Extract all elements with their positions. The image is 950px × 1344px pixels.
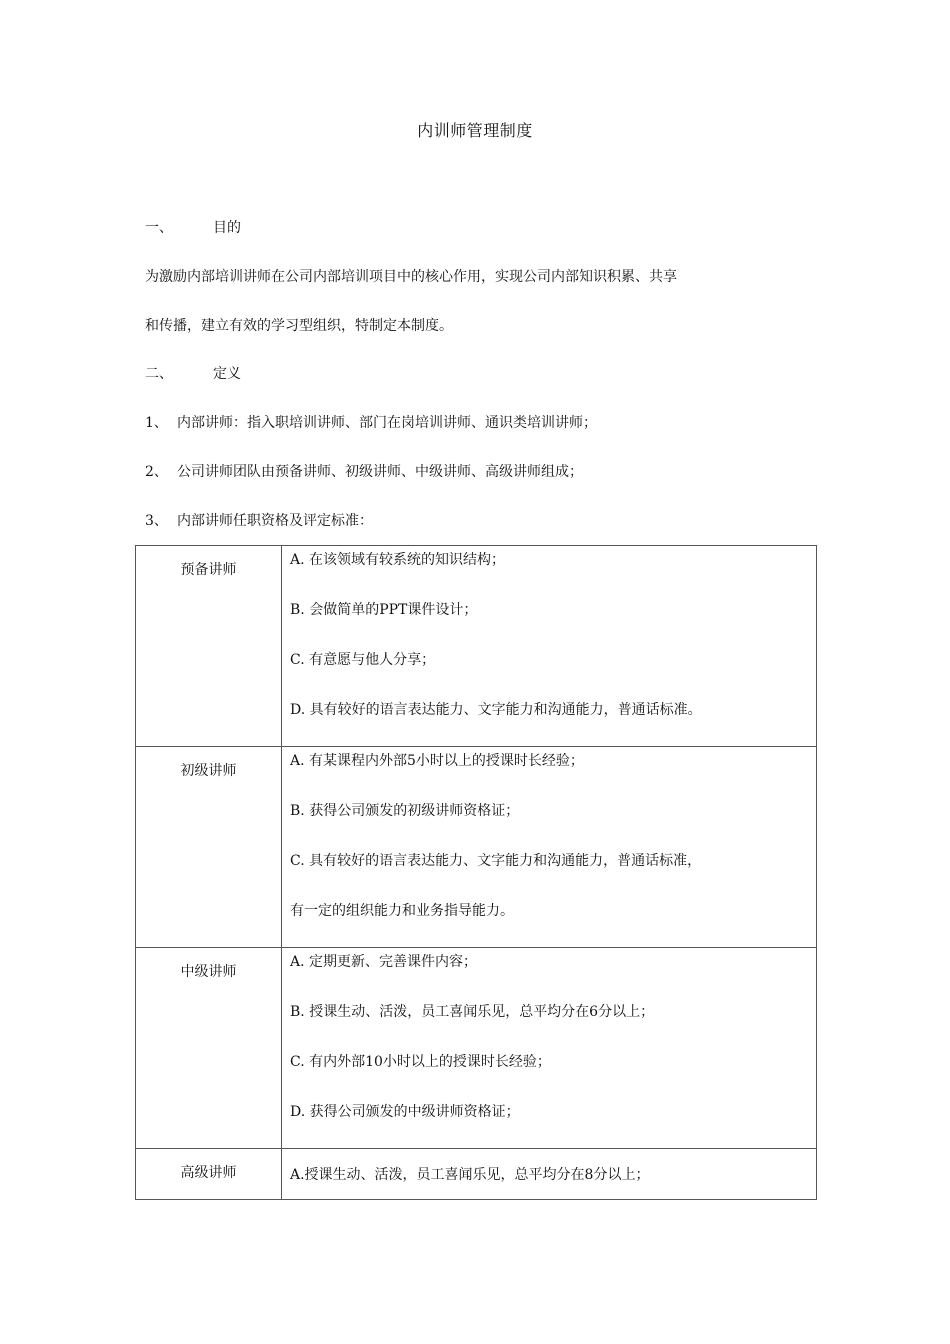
purpose-paragraph-line-2: 和传播，建立有效的学习型组织，特制定本制度。 <box>145 318 453 334</box>
section-heading-text: 目的 <box>213 220 241 236</box>
requirements-cell <box>282 546 817 747</box>
level-label: 预备讲师 <box>180 562 237 578</box>
section-heading-purpose <box>145 218 241 238</box>
requirement-item: 有一定的组织能力和业务指导能力。 <box>290 903 514 919</box>
section-heading-definition <box>145 364 241 384</box>
requirement-item: C. 有意愿与他人分享； <box>290 652 436 668</box>
section-heading-text: 定义 <box>213 366 241 382</box>
section-number: 二、 <box>145 366 173 382</box>
item-text: 内部讲师：指入职培训讲师、部门在岗培训讲师、通识类培训讲师； <box>177 415 597 431</box>
table-row-reserve-lecturer <box>136 546 817 747</box>
table-row-intermediate-lecturer <box>136 948 817 1149</box>
level-cell <box>136 546 282 747</box>
item-number: 1、 <box>145 415 168 431</box>
level-label: 高级讲师 <box>180 1165 237 1181</box>
document-title: 内训师管理制度 <box>417 121 533 140</box>
requirement-item: D. 具有较好的语言表达能力、文字能力和沟通能力，普通话标准。 <box>290 702 702 718</box>
requirement-item: A.授课生动、活泼，员工喜闻乐见，总平均分在8分以上； <box>290 1167 650 1183</box>
level-label: 中级讲师 <box>180 964 237 980</box>
requirement-item: A. 有某课程内外部5小时以上的授课时长经验； <box>290 753 584 769</box>
level-cell <box>136 948 282 1149</box>
level-cell <box>136 747 282 948</box>
item-text: 公司讲师团队由预备讲师、初级讲师、中级讲师、高级讲师组成； <box>177 464 583 480</box>
table-row-senior-lecturer <box>136 1149 817 1200</box>
requirements-cell <box>282 1149 817 1200</box>
requirement-item: C. 有内外部10小时以上的授课时长经验； <box>290 1054 551 1070</box>
requirements-cell <box>282 747 817 948</box>
item-number: 2、 <box>145 464 168 480</box>
level-label: 初级讲师 <box>180 763 237 779</box>
definition-item-1 <box>145 413 597 433</box>
item-text: 内部讲师任职资格及评定标准： <box>177 513 373 529</box>
requirement-item: A. 定期更新、完善课件内容； <box>290 954 478 970</box>
definition-item-3 <box>145 511 373 531</box>
qualification-table <box>135 545 817 1200</box>
requirement-item: B. 授课生动、活泼，员工喜闻乐见，总平均分在6分以上； <box>290 1004 655 1020</box>
requirements-cell <box>282 948 817 1149</box>
table-row-junior-lecturer <box>136 747 817 948</box>
requirement-item: B. 会做简单的PPT课件设计； <box>290 602 478 618</box>
level-cell <box>136 1149 282 1200</box>
definition-item-2 <box>145 462 583 482</box>
requirement-item: C. 具有较好的语言表达能力、文字能力和沟通能力，普通话标准， <box>290 853 702 869</box>
purpose-paragraph-line-1: 为激励内部培训讲师在公司内部培训项目中的核心作用，实现公司内部知识积累、共享 <box>145 269 677 285</box>
requirement-item: D. 获得公司颁发的中级讲师资格证； <box>290 1104 520 1120</box>
item-number: 3、 <box>145 513 168 529</box>
requirement-item: B. 获得公司颁发的初级讲师资格证； <box>290 803 520 819</box>
section-number: 一、 <box>145 220 173 236</box>
requirement-item: A. 在该领域有较系统的知识结构； <box>290 552 506 568</box>
